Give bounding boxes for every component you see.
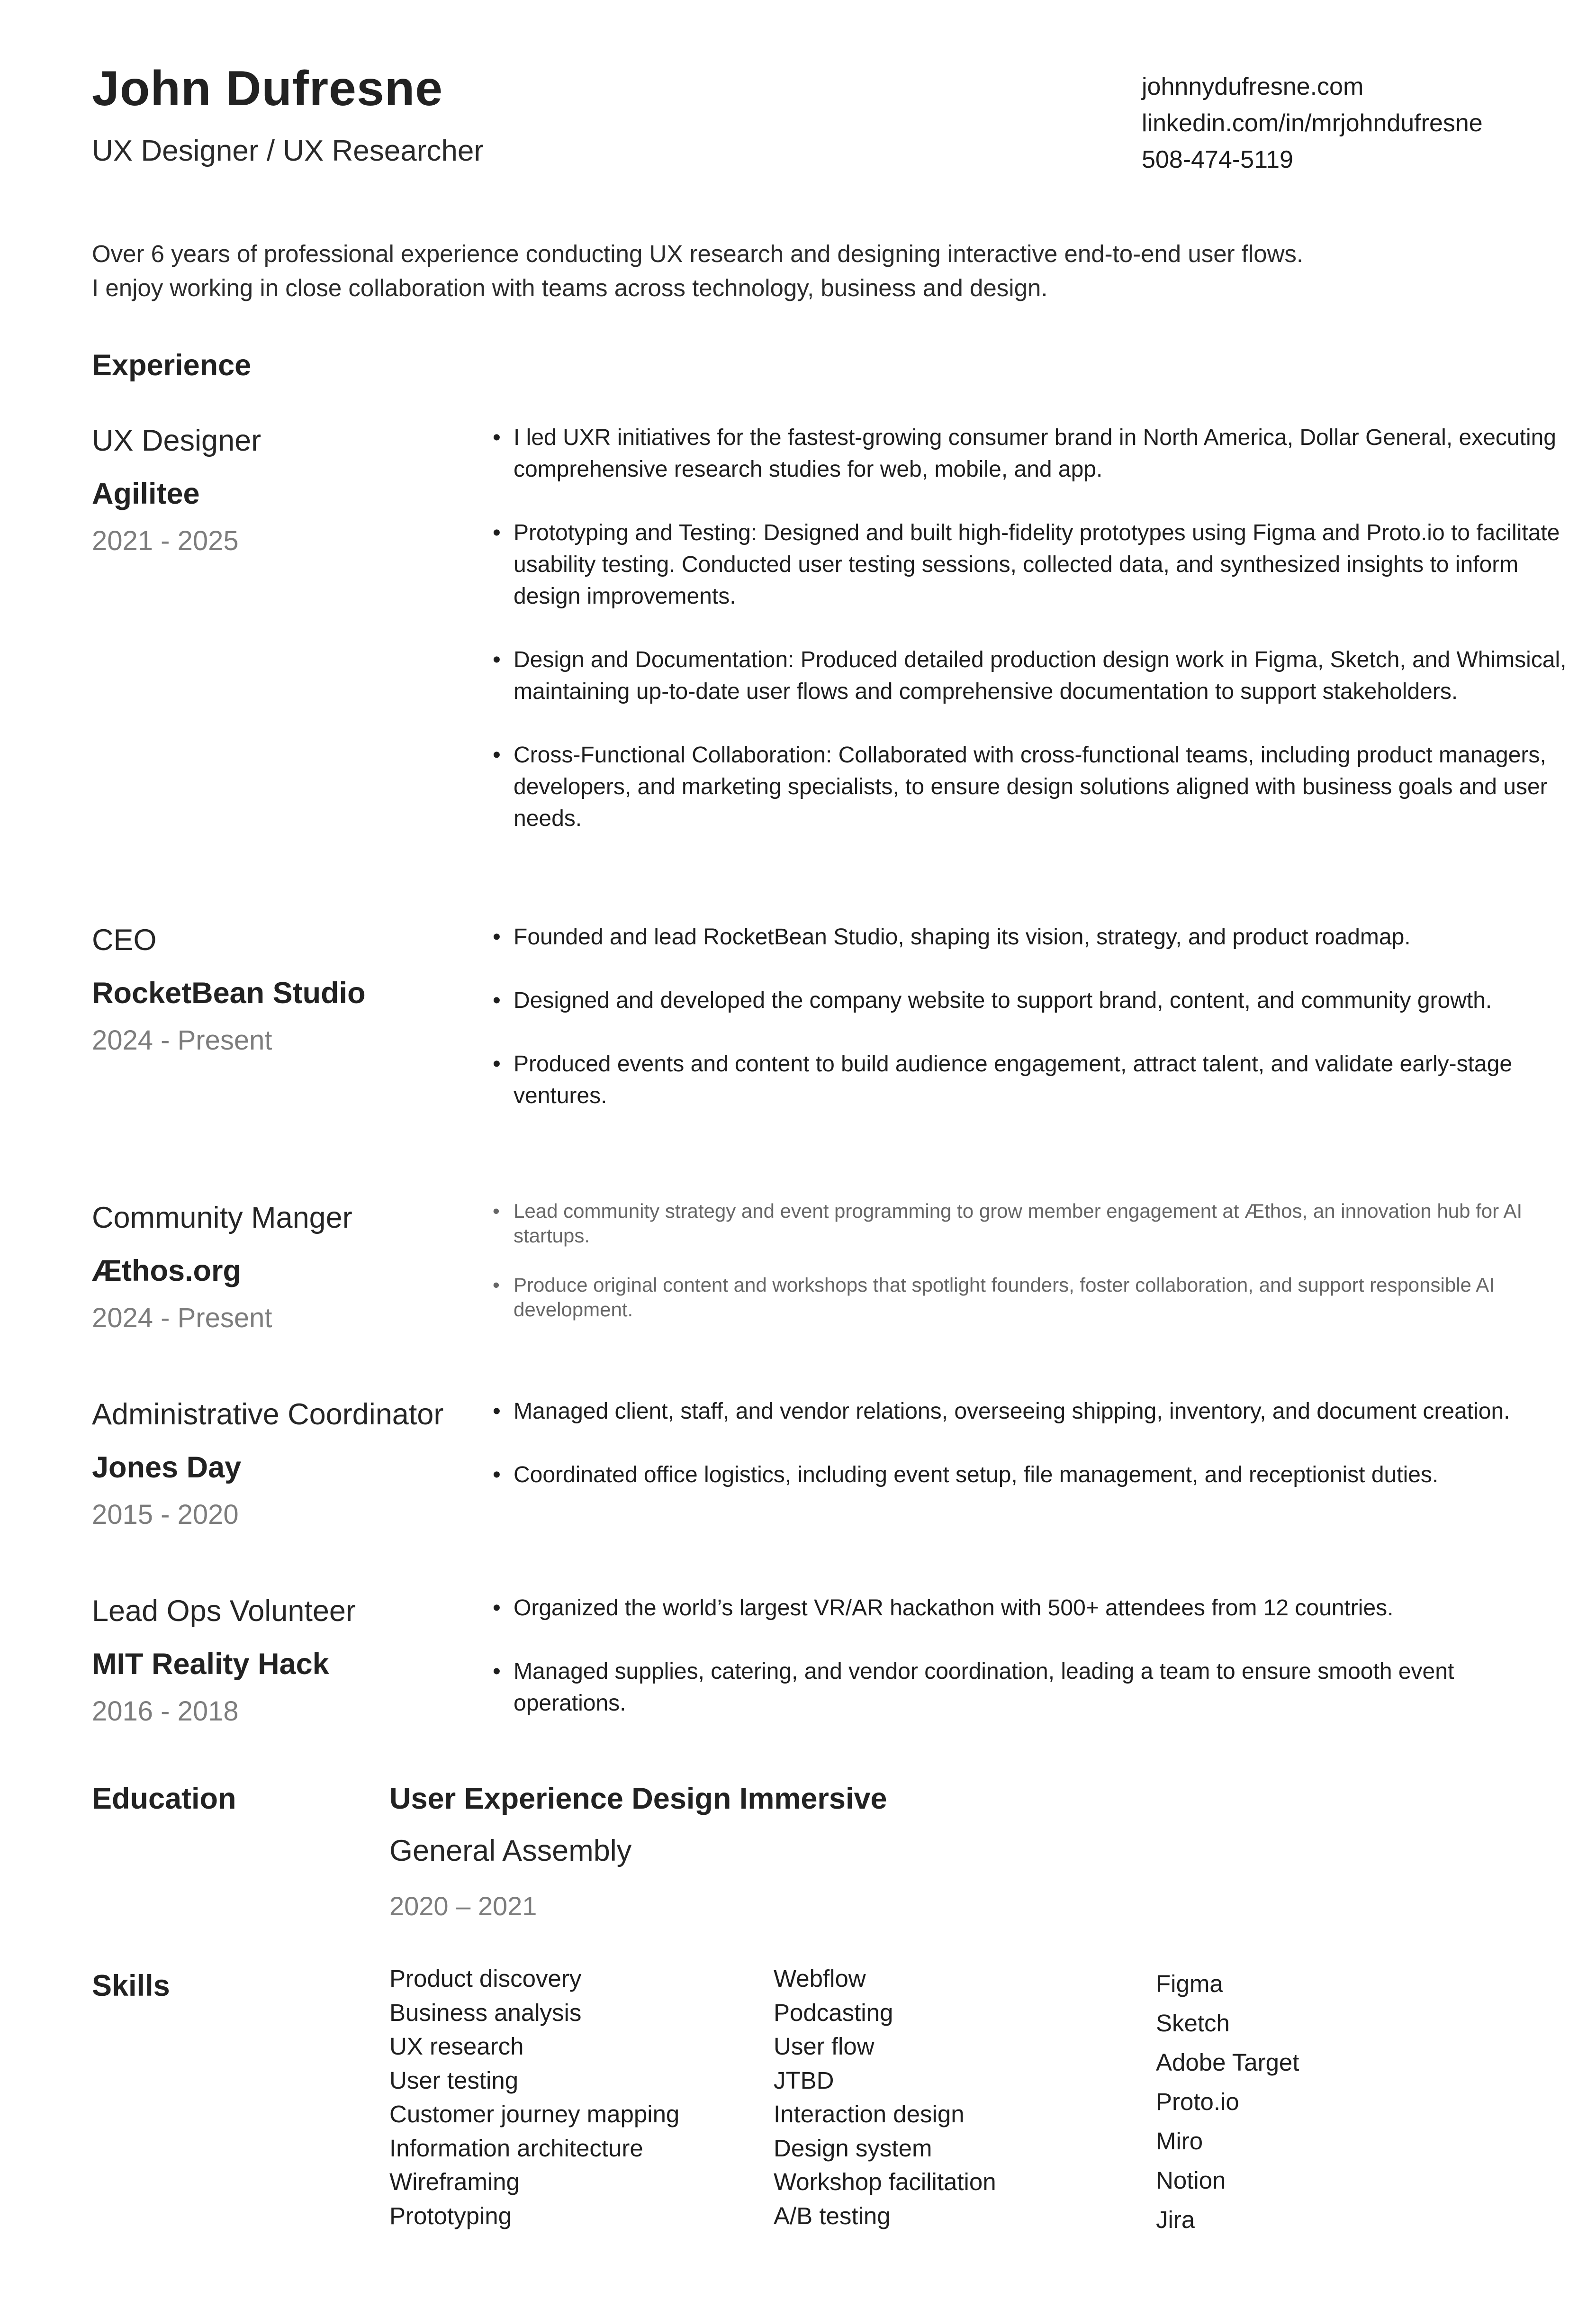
- skill-item: Prototyping: [389, 2202, 512, 2229]
- job-bullet: • Coordinated office logistics, including event setup, file management, and receptionist duties.: [493, 1459, 1573, 1491]
- education-degree: User Experience Design Immersive: [389, 1782, 887, 1815]
- job-bullets: [493, 921, 1573, 1143]
- job-bullet: • Designed and developed the company website to support brand, content, and community growth.: [493, 985, 1573, 1016]
- job-bullets: [493, 1592, 1573, 1751]
- summary-line: I enjoy working in close collaboration with teams across technology, business and design.: [92, 274, 1048, 301]
- tool-item: Proto.io: [1156, 2088, 1239, 2115]
- skill-item: A/B testing: [774, 2202, 891, 2229]
- tool-item: Notion: [1156, 2167, 1226, 2194]
- job-bullet: • Produce original content and workshops that spotlight founders, foster collaboration, and support responsible AI development.: [493, 1273, 1573, 1322]
- job-bullet: • Managed client, staff, and vendor relations, overseeing shipping, inventory, and document creation.: [493, 1395, 1573, 1427]
- job-bullet: • Lead community strategy and event programming to grow member engagement at Æthos, an innovation hub for AI startups.: [493, 1199, 1573, 1248]
- job-title: CEO: [92, 924, 157, 957]
- job-title: UX Designer: [92, 424, 261, 457]
- tool-item: Figma: [1156, 1970, 1223, 1997]
- skill-item: Interaction design: [774, 2101, 965, 2128]
- summary-line: Over 6 years of professional experience conducting UX research and designing interactive end-to-end user flows.: [92, 240, 1304, 267]
- skill-item: Design system: [774, 2134, 932, 2162]
- job-bullet: • Produced events and content to build audience engagement, attract talent, and validate early-stage ventures.: [493, 1048, 1573, 1112]
- job-meta: [92, 1395, 443, 1534]
- tool-item: Jira: [1156, 2206, 1195, 2233]
- phone-number: 508-474-5119: [1142, 146, 1293, 173]
- skill-item: Podcasting: [774, 1999, 893, 2026]
- job-bullet: • Managed supplies, catering, and vendor coordination, leading a team to ensure smooth event operations.: [493, 1656, 1573, 1719]
- job-meta: [92, 1592, 356, 1730]
- skill-item: User flow: [774, 2033, 875, 2060]
- skill-item: Information architecture: [389, 2134, 643, 2162]
- job-company: Agilitee: [92, 477, 200, 510]
- job-bullets: [493, 1199, 1573, 1347]
- resume-subtitle: UX Designer / UX Researcher: [92, 135, 484, 167]
- job-bullet: • Prototyping and Testing: Designed and built high-fidelity prototypes using Figma and Proto.io to facilitate usability testing. Conducted user testing sessions, collected data, and synthesized insights to inform design improvements.: [493, 517, 1573, 612]
- job-dates: 2015 - 2020: [92, 1499, 239, 1530]
- skills-column: [389, 1962, 679, 2233]
- job-meta: [92, 921, 366, 1059]
- job-dates: 2016 - 2018: [92, 1696, 239, 1727]
- job-bullet: • Design and Documentation: Produced detailed production design work in Figma, Sketch, and Whimsical, maintaining up-to-date user flows and comprehensive documentation to support stakeholders.: [493, 644, 1573, 707]
- skill-item: UX research: [389, 2033, 524, 2060]
- job-company: Jones Day: [92, 1451, 242, 1484]
- job-title: Administrative Coordinator: [92, 1398, 444, 1431]
- skills-heading: Skills: [92, 1969, 170, 2002]
- job-company: MIT Reality Hack: [92, 1648, 329, 1681]
- job-meta: [92, 422, 261, 560]
- education-school: General Assembly: [389, 1834, 632, 1867]
- job-title: Lead Ops Volunteer: [92, 1594, 356, 1628]
- education-heading: Education: [92, 1782, 236, 1815]
- skill-item: Product discovery: [389, 1965, 582, 1992]
- tools-column: [1156, 1964, 1299, 2239]
- tool-item: Sketch: [1156, 2010, 1230, 2037]
- contact-block: [1142, 69, 1483, 178]
- job-company: Æthos.org: [92, 1254, 241, 1287]
- job-bullets: [493, 1395, 1573, 1522]
- resume-name: John Dufresne: [92, 61, 443, 116]
- education-dates: 2020 – 2021: [389, 1891, 537, 1921]
- job-title: Community Manger: [92, 1201, 352, 1234]
- tool-item: Adobe Target: [1156, 2049, 1299, 2076]
- job-dates: 2024 - Present: [92, 1025, 272, 1056]
- job-meta: [92, 1199, 352, 1337]
- experience-heading: Experience: [92, 349, 252, 382]
- skill-item: User testing: [389, 2066, 519, 2094]
- job-dates: 2021 - 2025: [92, 525, 239, 556]
- skill-item: Customer journey mapping: [389, 2101, 680, 2128]
- tool-item: Miro: [1156, 2128, 1203, 2155]
- job-bullets: [493, 422, 1573, 866]
- skills-column: [774, 1962, 996, 2233]
- job-bullet: • I led UXR initiatives for the fastest-growing consumer brand in North America, Dollar General, executing comprehensive research studies for web, mobile, and app.: [493, 422, 1573, 485]
- skill-item: Business analysis: [389, 1999, 582, 2026]
- skill-item: Wireframing: [389, 2168, 520, 2195]
- linkedin-link[interactable]: linkedin.com/in/mrjohndufresne: [1142, 109, 1483, 137]
- job-dates: 2024 - Present: [92, 1303, 272, 1333]
- job-bullet: • Cross-Functional Collaboration: Collaborated with cross-functional teams, including product managers, developers, and marketing specialists, to ensure design solutions aligned with business goals and user needs.: [493, 739, 1573, 834]
- skill-item: Webflow: [774, 1965, 866, 1992]
- skill-item: JTBD: [774, 2066, 834, 2094]
- skill-item: Workshop facilitation: [774, 2168, 996, 2195]
- job-bullet: • Organized the world’s largest VR/AR hackathon with 500+ attendees from 12 countries.: [493, 1592, 1573, 1624]
- job-company: RocketBean Studio: [92, 977, 366, 1010]
- job-bullet: • Founded and lead RocketBean Studio, shaping its vision, strategy, and product roadmap.: [493, 921, 1573, 953]
- summary: [92, 237, 1303, 305]
- website-link[interactable]: johnnydufresne.com: [1142, 73, 1364, 100]
